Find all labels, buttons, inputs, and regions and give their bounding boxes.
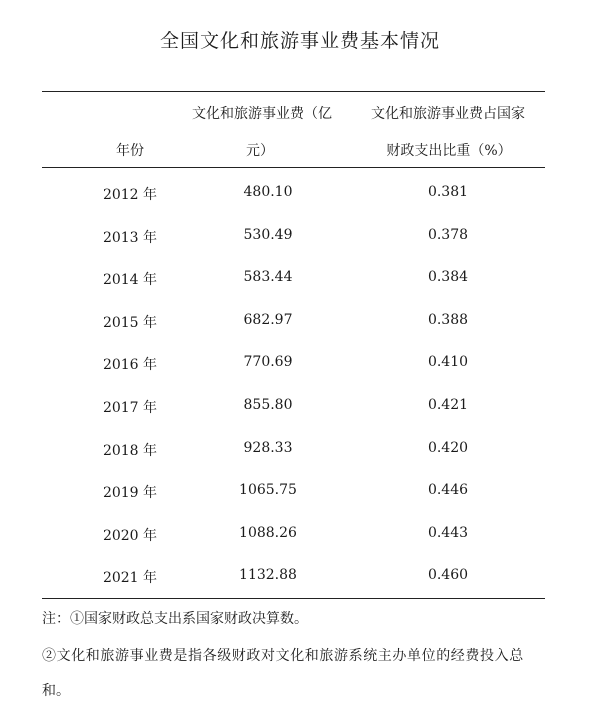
expense-cell: 682.97: [243, 311, 293, 328]
expense-cell: 1132.88: [239, 567, 297, 584]
year-cell: 2016 年: [102, 357, 158, 374]
year-cell: 2012 年: [102, 187, 158, 203]
ratio-cell: 0.410: [427, 354, 469, 371]
note-1: 注：①国家财政总支出系国家财政决算数。: [42, 611, 308, 627]
note-2-continued: 和。: [42, 683, 70, 699]
ratio-cell: 0.388: [427, 311, 469, 328]
table-row: [0, 300, 600, 343]
table-row: [0, 257, 600, 300]
expense-cell: 1088.26: [239, 524, 297, 541]
ratio-cell: 0.381: [427, 184, 469, 200]
table-row: [0, 470, 600, 513]
year-cell: 2019 年: [102, 485, 158, 502]
year-cell: 2014 年: [102, 272, 158, 289]
table-row: [0, 428, 600, 471]
year-cell: 2017 年: [102, 399, 158, 416]
table-row: [0, 513, 600, 556]
note-2: ②文化和旅游事业费是指各级财政对文化和旅游系统主办单位的经费投入总: [42, 648, 524, 664]
header-expense-line2: 元）: [246, 143, 274, 159]
expense-cell: 530.49: [243, 226, 293, 243]
year-cell: 2013 年: [102, 229, 158, 246]
ratio-cell: 0.421: [427, 396, 469, 413]
expense-cell: 1065.75: [239, 482, 297, 499]
table-row: [0, 555, 600, 598]
ratio-cell: 0.460: [427, 567, 469, 584]
expense-cell: 480.10: [243, 184, 293, 200]
ratio-cell: 0.420: [427, 439, 469, 456]
expense-cell: 928.33: [243, 439, 293, 456]
ratio-cell: 0.443: [427, 524, 469, 541]
table-top-rule: [42, 91, 545, 92]
header-year: 年份: [116, 143, 144, 159]
table-row: [0, 342, 600, 385]
table-row: [0, 385, 600, 428]
year-cell: 2020 年: [102, 527, 158, 544]
expense-cell: 583.44: [243, 269, 293, 286]
header-expense-line1: 文化和旅游事业费（亿: [192, 106, 332, 122]
table-bottom-rule: [42, 598, 545, 599]
year-cell: 2015 年: [102, 314, 158, 331]
ratio-cell: 0.384: [427, 269, 469, 286]
expense-cell: 855.80: [243, 396, 293, 413]
ratio-cell: 0.446: [427, 482, 469, 499]
header-ratio-line2: 财政支出比重（%）: [386, 143, 512, 159]
header-ratio-line1: 文化和旅游事业费占国家: [371, 106, 525, 122]
table-header-rule: [42, 167, 545, 168]
year-cell: 2021 年: [102, 570, 158, 587]
table-row: [0, 172, 600, 215]
page-title: 全国文化和旅游事业费基本情况: [159, 30, 440, 52]
table-body: [0, 172, 600, 598]
ratio-cell: 0.378: [427, 226, 469, 243]
table-row: [0, 215, 600, 258]
expense-cell: 770.69: [243, 354, 293, 371]
year-cell: 2018 年: [102, 442, 158, 459]
